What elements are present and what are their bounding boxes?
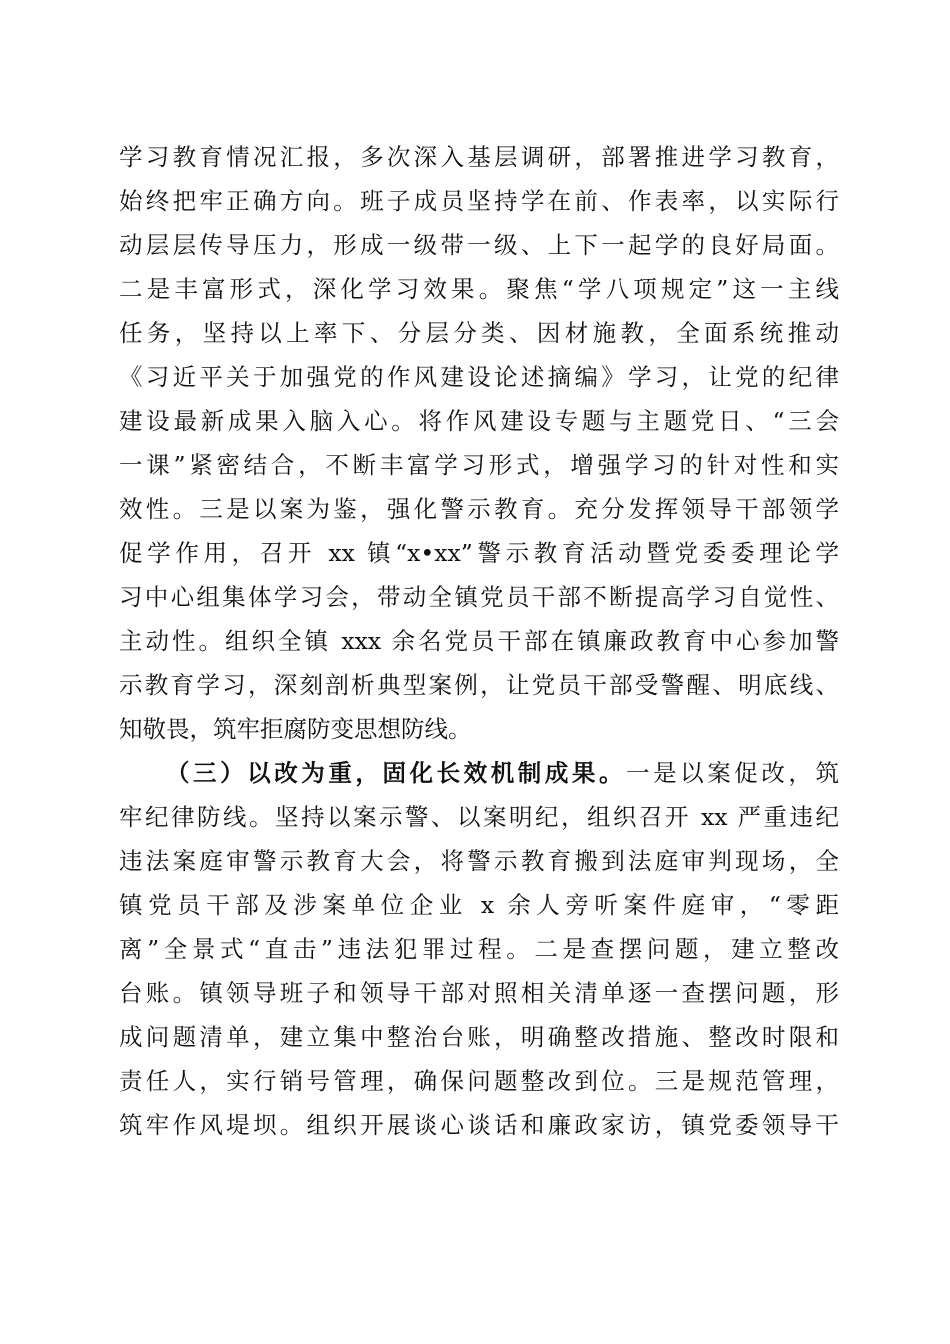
paragraph-line: 建设最新成果入脑入心。将作风建设专题与主题党日、“三会 — [119, 407, 839, 435]
paragraph-line: 促学作用，召开 xx 镇“x•xx”警示教育活动暨党委委理论学 — [119, 539, 839, 567]
paragraph-line: 牢纪律防线。坚持以案示警、以案明纪，组织召开 xx 严重违纪 — [119, 803, 839, 831]
paragraph-line: 示教育学习，深刻剖析典型案例，让党员干部受警醒、明底线、 — [119, 671, 839, 699]
paragraph-line: 任务，坚持以上率下、分层分类、因材施教，全面系统推动 — [119, 319, 839, 347]
paragraph-line: 成问题清单，建立集中整治台账，明确整改措施、整改时限和 — [119, 1023, 839, 1051]
paragraph-line: 离”全景式“直击”违法犯罪过程。二是查摆问题，建立整改 — [119, 935, 839, 963]
paragraph-line: 筑牢作风堤坝。组织开展谈心谈话和廉政家访，镇党委领导干 — [119, 1111, 839, 1139]
paragraph-line: 知敬畏，筑牢拒腐防变思想防线。 — [119, 715, 472, 743]
paragraph-line: 一课”紧密结合，不断丰富学习形式，增强学习的针对性和实 — [119, 451, 839, 479]
paragraph-line: 习中心组集体学习会，带动全镇党员干部不断提高学习自觉性、 — [119, 583, 839, 611]
paragraph-line: 主动性。组织全镇 xxx 余名党员干部在镇廉政教育中心参加警 — [119, 627, 839, 655]
paragraph-line: 二是丰富形式，深化学习效果。聚焦“学八项规定”这一主线 — [119, 275, 839, 303]
paragraph-line: 责任人，实行销号管理，确保问题整改到位。三是规范管理， — [119, 1067, 839, 1095]
paragraph-line: 台账。镇领导班子和领导干部对照相关清单逐一查摆问题，形 — [119, 979, 839, 1007]
paragraph-line: 违法案庭审警示教育大会，将警示教育搬到法庭审判现场，全 — [119, 847, 839, 875]
paragraph-line: 学习教育情况汇报，多次深入基层调研，部署推进学习教育， — [119, 143, 839, 171]
paragraph-line: 《习近平关于加强党的作风建设论述摘编》学习，让党的纪律 — [119, 363, 839, 391]
paragraph-line: 效性。三是以案为鉴，强化警示教育。充分发挥领导干部领学 — [119, 495, 839, 523]
paragraph-line: 动层层传导压力，形成一级带一级、上下一起学的良好局面。 — [119, 231, 839, 259]
section-heading-rest: 一是以案促改，筑 — [626, 759, 839, 787]
paragraph-line: 始终把牢正确方向。班子成员坚持学在前、作表率，以实际行 — [119, 187, 839, 215]
paragraph-line: 镇党员干部及涉案单位企业 x 余人旁听案件庭审，“零距 — [119, 891, 839, 919]
section-heading-line — [166, 755, 839, 791]
section-heading: （三）以改为重，固化长效机制成果。 — [166, 759, 627, 787]
